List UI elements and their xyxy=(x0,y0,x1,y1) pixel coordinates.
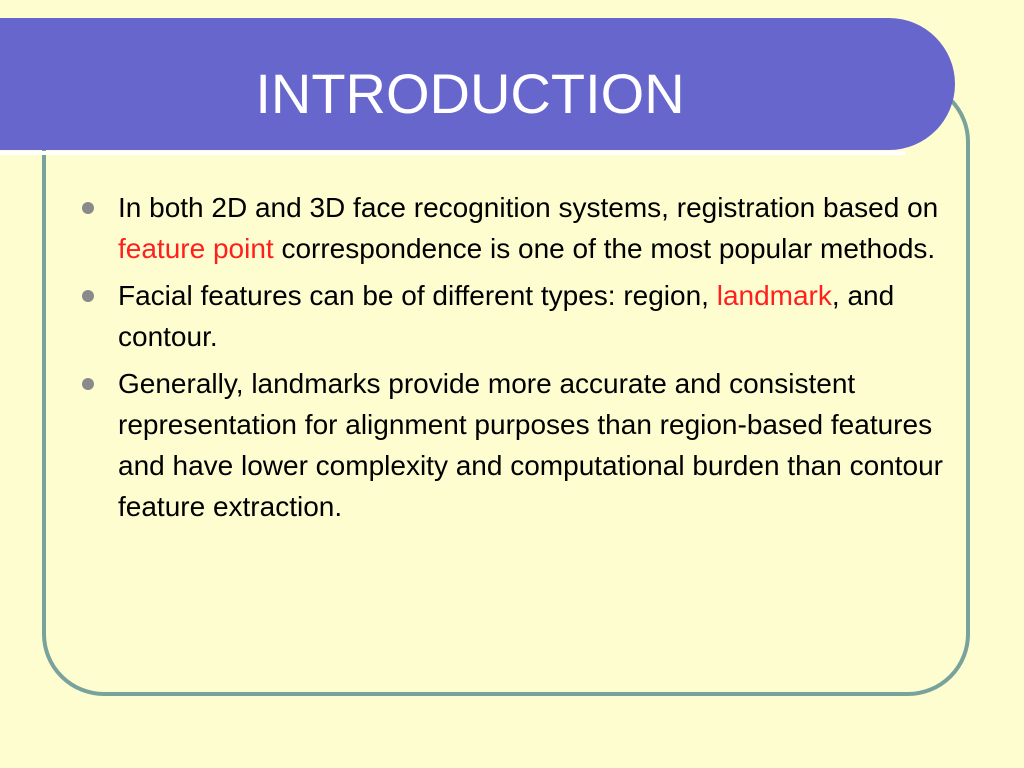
bullet-dot-icon xyxy=(82,378,94,390)
bullet-dot-icon xyxy=(82,290,94,302)
bullet-text: correspondence is one of the most popular methods. xyxy=(273,233,936,264)
highlight-text: feature point xyxy=(118,233,274,264)
bullet-item xyxy=(82,275,944,357)
title-underline xyxy=(0,151,905,155)
bullet-text: Generally, landmarks provide more accurate and consistent representation for alignment purposes than region-based features and have lower complexity and computational burden than contour feature extraction. xyxy=(118,368,943,522)
bullet-item xyxy=(82,363,944,527)
bullet-dot-icon xyxy=(82,202,94,214)
bullet-item xyxy=(82,187,944,269)
bullet-list xyxy=(82,187,944,533)
title-banner xyxy=(0,18,955,150)
bullet-text: , and contour. xyxy=(118,280,895,352)
slide-title: INTRODUCTION xyxy=(255,62,685,125)
bullet-text: In both 2D and 3D face recognition systems, registration based on xyxy=(118,192,939,223)
bullet-text: Facial features can be of different types: region, xyxy=(118,280,717,311)
highlight-text: landmark xyxy=(716,280,832,311)
